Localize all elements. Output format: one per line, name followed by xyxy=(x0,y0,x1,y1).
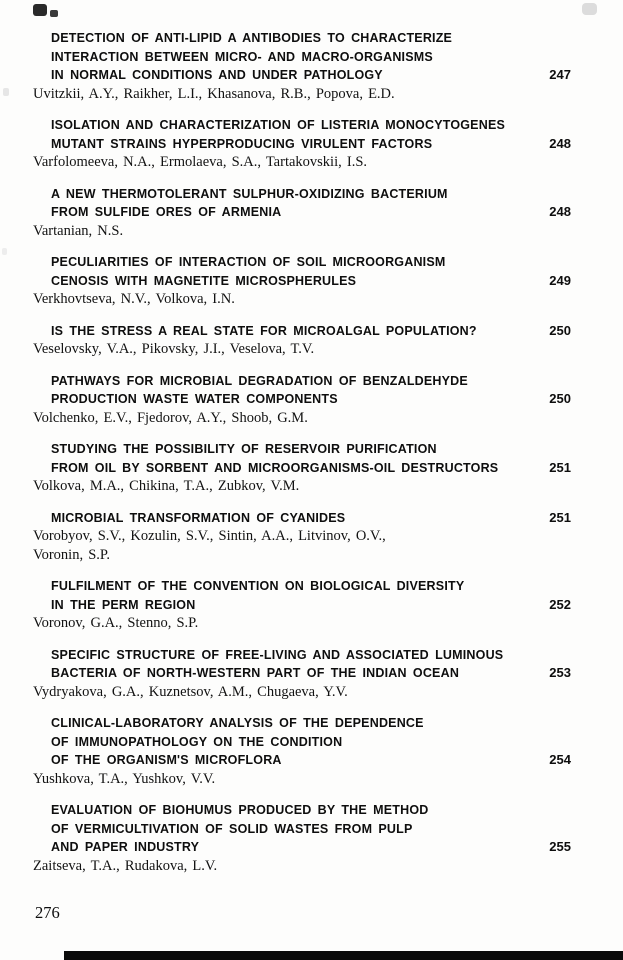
scan-edge-bar xyxy=(64,951,623,960)
entry-page-number: 251 xyxy=(549,509,571,525)
entry-authors xyxy=(33,409,571,428)
toc-entry-list xyxy=(33,29,571,888)
toc-entry-title-row xyxy=(33,253,571,290)
toc-entry xyxy=(33,185,571,241)
entry-title xyxy=(33,801,531,857)
entry-title xyxy=(33,253,531,290)
entry-page-number: 250 xyxy=(549,391,571,406)
entry-page-number: 248 xyxy=(549,204,571,219)
entry-title-line: FULFILMENT OF THE CONVENTION ON BIOLOGICAL DIVERSITY xyxy=(51,579,465,593)
entry-authors xyxy=(33,683,571,702)
entry-title-line: OF THE ORGANISM'S MICROFLORA xyxy=(51,753,282,767)
entry-page-number: 253 xyxy=(549,665,571,680)
entry-title xyxy=(33,116,531,153)
entry-authors xyxy=(33,857,571,876)
toc-entry-title-row xyxy=(33,440,571,477)
entry-author-line: Volkova, M.A., Chikina, T.A., Zubkov, V.M. xyxy=(33,478,300,494)
toc-entry xyxy=(33,372,571,428)
entry-title-line: FROM SULFIDE ORES OF ARMENIA xyxy=(51,205,282,219)
entry-title-line: IN NORMAL CONDITIONS AND UNDER PATHOLOGY xyxy=(51,68,383,82)
entry-title-line: MUTANT STRAINS HYPERPRODUCING VIRULENT FACTORS xyxy=(51,136,433,151)
entry-title-line: ISOLATION AND CHARACTERIZATION OF LISTERIA MONOCYTOGENES xyxy=(51,118,506,132)
toc-entry xyxy=(33,253,571,309)
toc-entry xyxy=(33,29,571,103)
entry-title-line: PRODUCTION WASTE WATER COMPONENTS xyxy=(51,392,338,406)
entry-title-line: A NEW THERMOTOLERANT SULPHUR-OXIDIZING BACTERIUM xyxy=(51,186,448,201)
toc-entry xyxy=(33,440,571,496)
entry-title xyxy=(33,509,531,528)
entry-title-line: INTERACTION BETWEEN MICRO- AND MACRO-ORGANISMS xyxy=(51,49,433,64)
toc-entry-title-row xyxy=(33,577,571,614)
entry-author-line: Veselovsky, V.A., Pikovsky, J.I., Veselova, T.V. xyxy=(33,341,315,357)
entry-title-line: OF IMMUNOPATHOLOGY ON THE CONDITION xyxy=(51,734,343,749)
toc-entry xyxy=(33,116,571,172)
toc-entry xyxy=(33,577,571,633)
entry-title xyxy=(33,185,531,222)
entry-authors xyxy=(33,153,571,172)
entry-title-line: DETECTION OF ANTI-LIPID A ANTIBODIES TO CHARACTERIZE xyxy=(51,31,453,45)
entry-author-line: Uvitzkii, A.Y., Raikher, L.I., Khasanova, R.B., Popova, E.D. xyxy=(33,85,395,102)
entry-author-line: Varfolomeeva, N.A., Ermolaeva, S.A., Tartakovskii, I.S. xyxy=(33,154,368,170)
entry-title-line: PATHWAYS FOR MICROBIAL DEGRADATION OF BENZALDEHYDE xyxy=(51,373,468,388)
entry-authors xyxy=(33,477,571,496)
toc-entry xyxy=(33,646,571,702)
entry-title-line: PECULIARITIES OF INTERACTION OF SOIL MICROORGANISM xyxy=(51,255,446,269)
scan-smudge-artifact xyxy=(582,3,597,15)
toc-entry-title-row xyxy=(33,185,571,222)
page-footer-number: 276 xyxy=(35,903,60,922)
toc-entry-title-row xyxy=(33,116,571,153)
toc-entry xyxy=(33,509,571,565)
entry-title xyxy=(33,29,531,85)
toc-entry xyxy=(33,801,571,875)
entry-author-line: Vydryakova, G.A., Kuznetsov, A.M., Chugaeva, Y.V. xyxy=(33,683,348,700)
entry-title xyxy=(33,577,531,614)
entry-title xyxy=(33,646,531,683)
scan-speck-artifact xyxy=(33,4,47,16)
entry-page-number: 250 xyxy=(549,322,571,338)
entry-title-line: EVALUATION OF BIOHUMUS PRODUCED BY THE METHOD xyxy=(51,803,429,817)
entry-authors xyxy=(33,614,571,633)
entry-author-line: Vorobyov, S.V., Kozulin, S.V., Sintin, A.A., Litvinov, O.V., xyxy=(33,528,386,544)
entry-title-line: IN THE PERM REGION xyxy=(51,597,196,612)
entry-author-line: Voronin, S.P. xyxy=(33,546,110,563)
entry-authors xyxy=(33,85,571,104)
entry-title xyxy=(33,714,531,770)
toc-entry xyxy=(33,322,571,359)
entry-author-line: Volchenko, E.V., Fjedorov, A.Y., Shoob, G.M. xyxy=(33,409,308,426)
entry-title-line: STUDYING THE POSSIBILITY OF RESERVOIR PURIFICATION xyxy=(51,442,437,456)
entry-title-line: CLINICAL-LABORATORY ANALYSIS OF THE DEPENDENCE xyxy=(51,716,424,730)
entry-title xyxy=(33,440,531,477)
entry-author-line: Yushkova, T.A., Yushkov, V.V. xyxy=(33,770,216,787)
entry-authors xyxy=(33,770,571,789)
entry-title-line: AND PAPER INDUSTRY xyxy=(51,840,200,854)
entry-page-number: 251 xyxy=(549,459,571,475)
entry-title xyxy=(33,372,531,409)
scan-speck-artifact xyxy=(2,248,7,255)
entry-author-line: Vartanian, N.S. xyxy=(33,222,124,239)
entry-authors xyxy=(33,290,571,309)
toc-entry-title-row xyxy=(33,322,571,341)
scan-speck-artifact xyxy=(50,10,58,17)
toc-entry-title-row xyxy=(33,646,571,683)
toc-entry-title-row xyxy=(33,372,571,409)
entry-title-line: IS THE STRESS A REAL STATE FOR MICROALGAL POPULATION? xyxy=(51,323,477,338)
entry-title-line: CENOSIS WITH MAGNETITE MICROSPHERULES xyxy=(51,273,357,288)
entry-page-number: 248 xyxy=(549,135,571,151)
entry-title-line: SPECIFIC STRUCTURE OF FREE-LIVING AND ASSOCIATED LUMINOUS xyxy=(51,647,504,662)
entry-page-number: 252 xyxy=(549,596,571,612)
entry-title-line: BACTERIA OF NORTH-WESTERN PART OF THE INDIAN OCEAN xyxy=(51,666,460,680)
entry-title-line: OF VERMICULTIVATION OF SOLID WASTES FROM PULP xyxy=(51,821,413,836)
entry-author-line: Zaitseva, T.A., Rudakova, L.V. xyxy=(33,857,218,874)
toc-entry-title-row xyxy=(33,509,571,528)
toc-entry-title-row xyxy=(33,801,571,857)
entry-page-number: 255 xyxy=(549,839,571,854)
toc-entry-title-row xyxy=(33,29,571,85)
scan-speck-artifact xyxy=(3,88,9,96)
entry-authors xyxy=(33,527,571,564)
entry-authors xyxy=(33,222,571,241)
entry-authors xyxy=(33,340,571,359)
entry-author-line: Voronov, G.A., Stenno, S.P. xyxy=(33,615,199,631)
toc-entry xyxy=(33,714,571,788)
entry-title xyxy=(33,322,531,341)
entry-page-number: 254 xyxy=(549,752,571,767)
entry-page-number: 247 xyxy=(549,67,571,82)
entry-title-line: MICROBIAL TRANSFORMATION OF CYANIDES xyxy=(51,510,346,525)
entry-author-line: Verkhovtseva, N.V., Volkova, I.N. xyxy=(33,291,235,307)
toc-entry-title-row xyxy=(33,714,571,770)
entry-page-number: 249 xyxy=(549,272,571,288)
entry-title-line: FROM OIL BY SORBENT AND MICROORGANISMS-OIL DESTRUCTORS xyxy=(51,460,499,475)
